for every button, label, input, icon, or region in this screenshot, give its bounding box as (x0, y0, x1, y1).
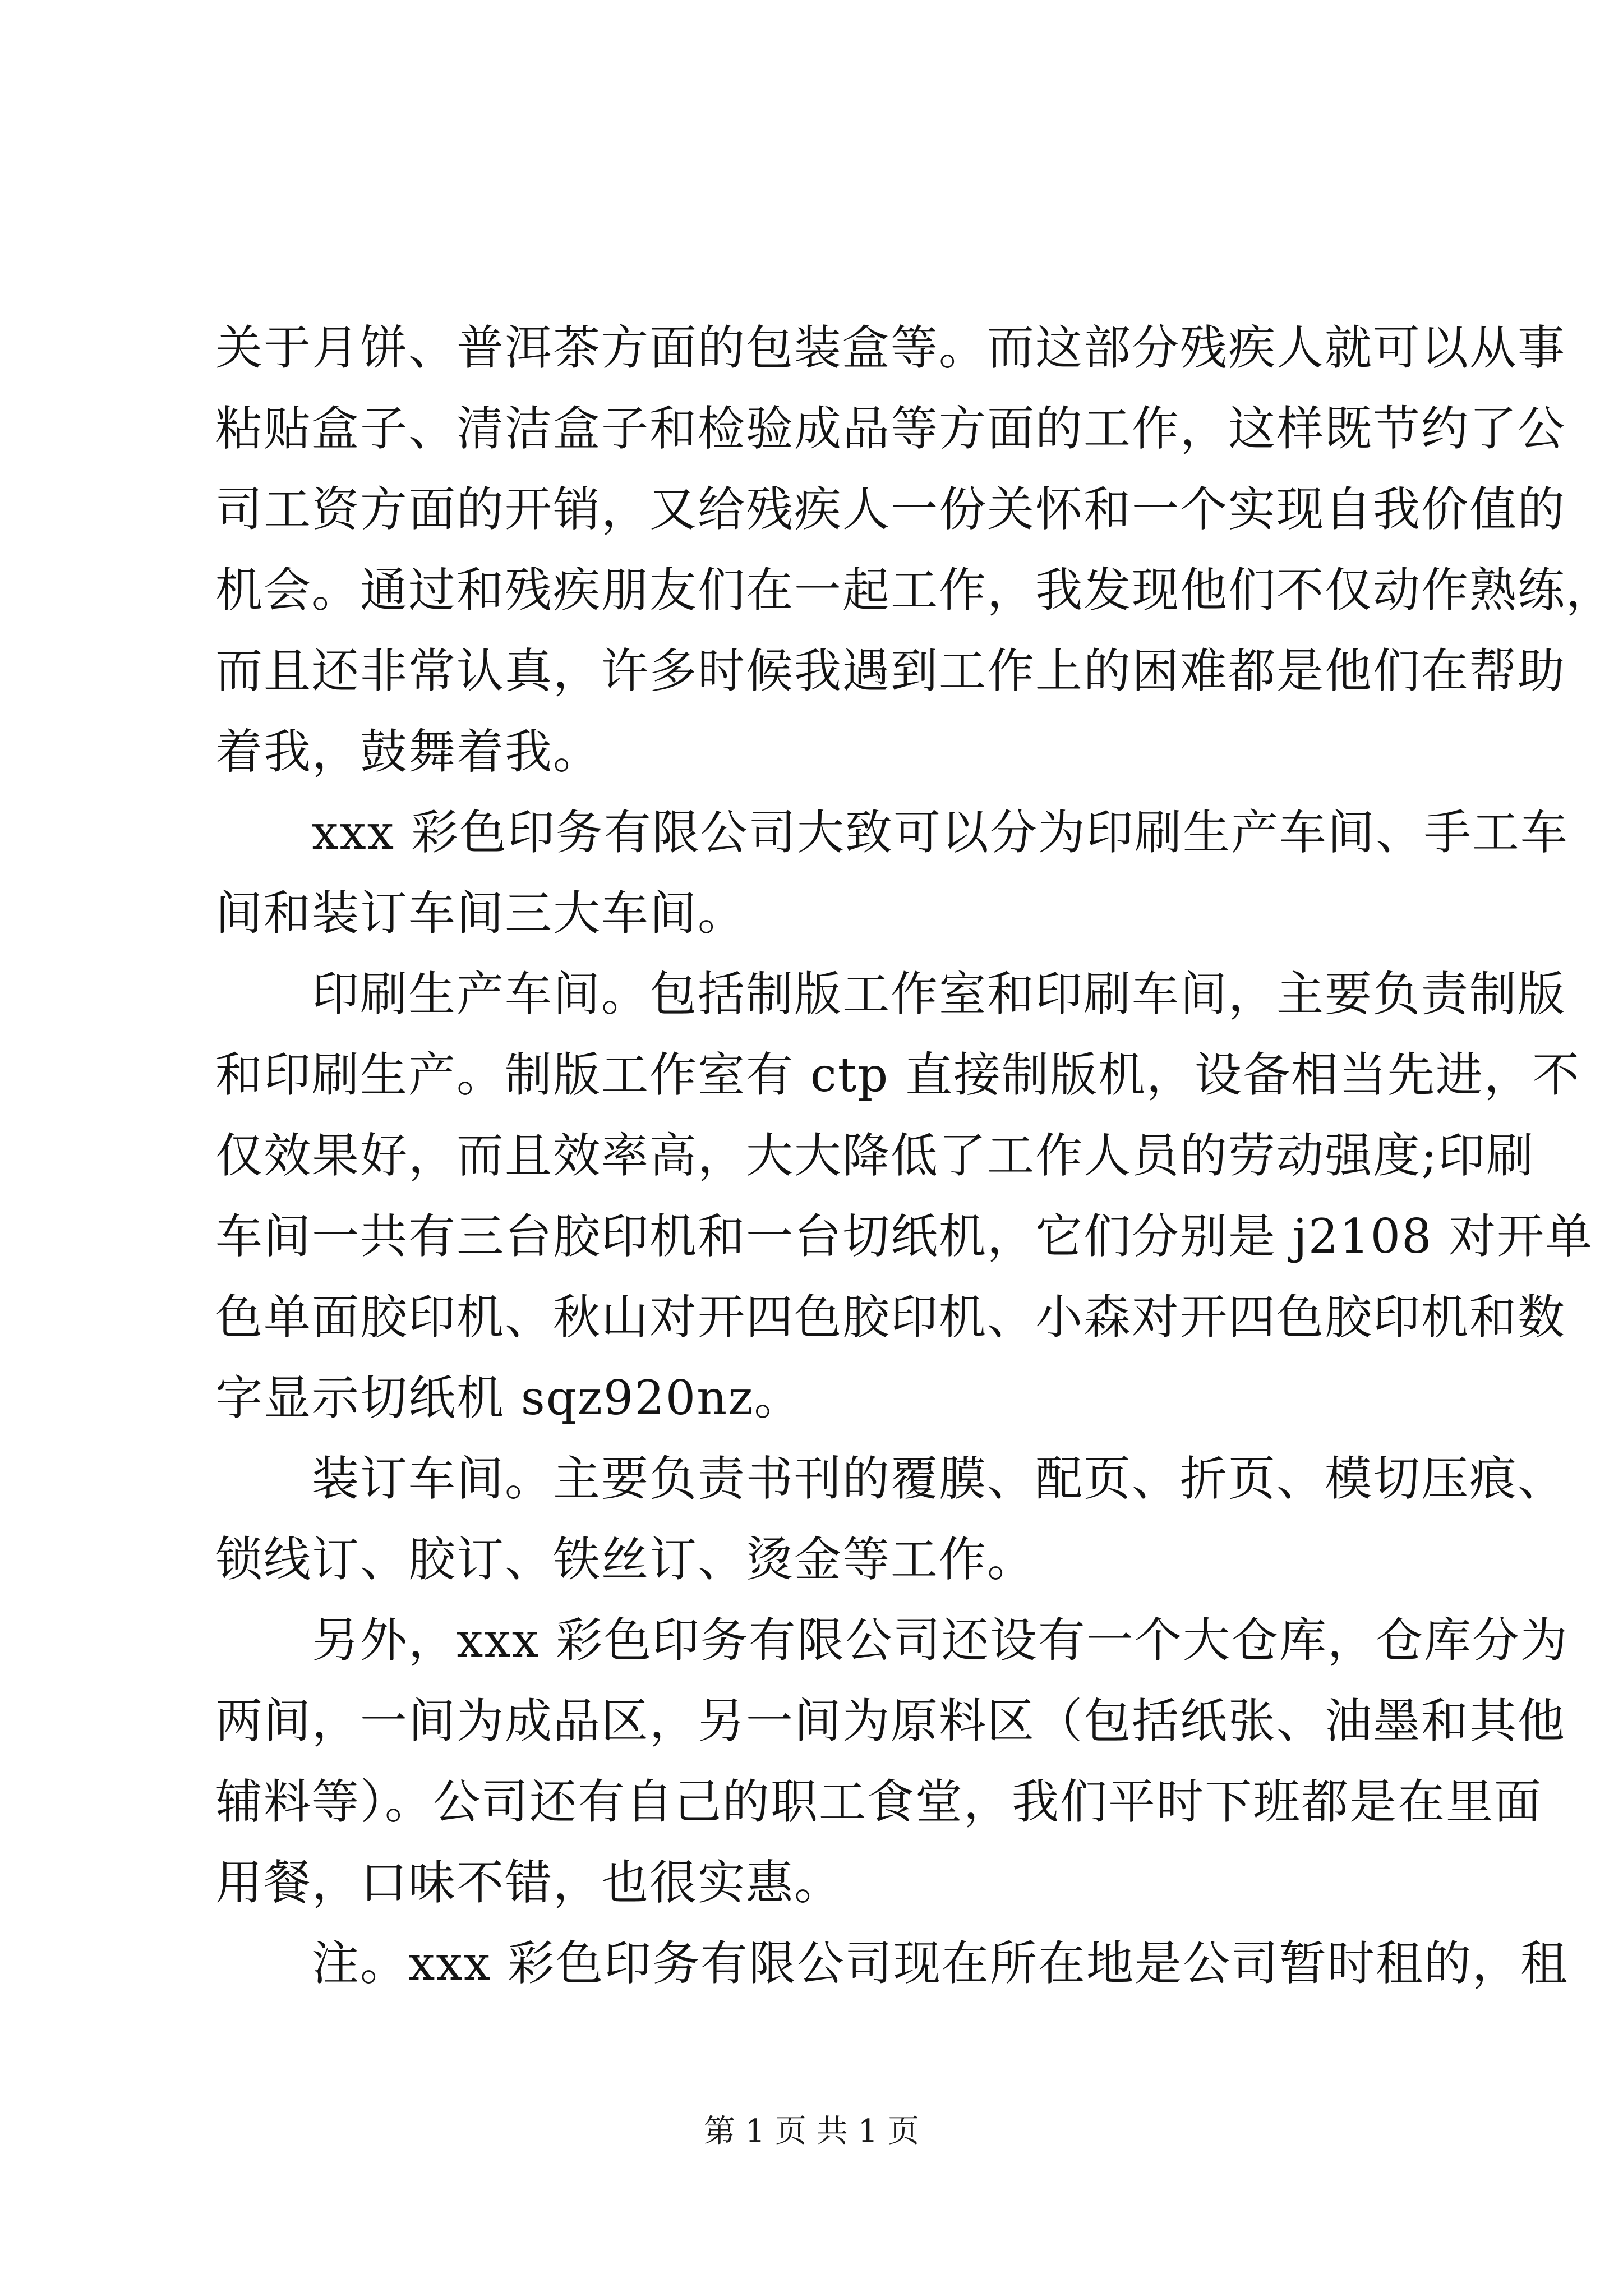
text-line: 另外，xxx 彩色印务有限公司还设有一个大仓库，仓库分为 (312, 1613, 1569, 1668)
text-line: 字显示切纸机 sqz920nz。 (215, 1370, 803, 1425)
text-line: 关于月饼、普洱茶方面的包装盒等。而这部分残疾人就可以从事 (215, 320, 1566, 375)
text-line: 装订车间。主要负责书刊的覆膜、配页、折页、模切压痕、 (312, 1451, 1566, 1506)
text-line: 而且还非常认真，许多时候我遇到工作上的困难都是他们在帮助 (215, 643, 1566, 698)
text-line: 机会。通过和残疾朋友们在一起工作，我发现他们不仅动作熟练， (215, 563, 1615, 618)
text-line: 用餐，口味不错，也很实惠。 (215, 1855, 843, 1910)
text-line: 注。xxx 彩色印务有限公司现在所在地是公司暂时租的，租 (312, 1936, 1569, 1991)
text-line: 车间一共有三台胶印机和一台切纸机，它们分别是 j2108 对开单 (215, 1209, 1594, 1264)
text-line: xxx 彩色印务有限公司大致可以分为印刷生产车间、手工车 (312, 805, 1569, 860)
paragraph (215, 1600, 1569, 1923)
text-line: 间和装订车间三大车间。 (215, 886, 746, 941)
text-line: 粘贴盒子、清洁盒子和检验成品等方面的工作，这样既节约了公 (215, 401, 1566, 456)
text-line: 和印刷生产。制版工作室有 ctp 直接制版机，设备相当先进，不 (215, 1047, 1580, 1102)
paragraph (215, 1923, 1569, 2004)
text-line: 着我，鼓舞着我。 (215, 724, 602, 779)
text-line: 两间，一间为成品区，另一间为原料区（包括纸张、油墨和其他 (215, 1694, 1566, 1749)
text-line: 司工资方面的开销，又给残疾人一份关怀和一个实现自我价值的 (215, 482, 1566, 537)
page-footer: 第 1 页 共 1 页 (703, 2113, 920, 2150)
paragraph (215, 954, 1594, 1438)
text-line: 色单面胶印机、秋山对开四色胶印机、小森对开四色胶印机和数 (215, 1290, 1566, 1345)
paragraph (215, 307, 1615, 792)
text-line: 仅效果好，而且效率高，大大降低了工作人员的劳动强度;印刷 (215, 1128, 1535, 1183)
paragraph (215, 792, 1569, 954)
document-body (215, 307, 1615, 2004)
text-line: 锁线订、胶订、铁丝订、烫金等工作。 (215, 1532, 1036, 1587)
text-line: 印刷生产车间。包括制版工作室和印刷车间，主要负责制版 (312, 967, 1566, 1022)
paragraph (215, 1438, 1566, 1600)
text-line: 辅料等）。公司还有自己的职工食堂，我们平时下班都是在里面 (215, 1774, 1543, 1829)
